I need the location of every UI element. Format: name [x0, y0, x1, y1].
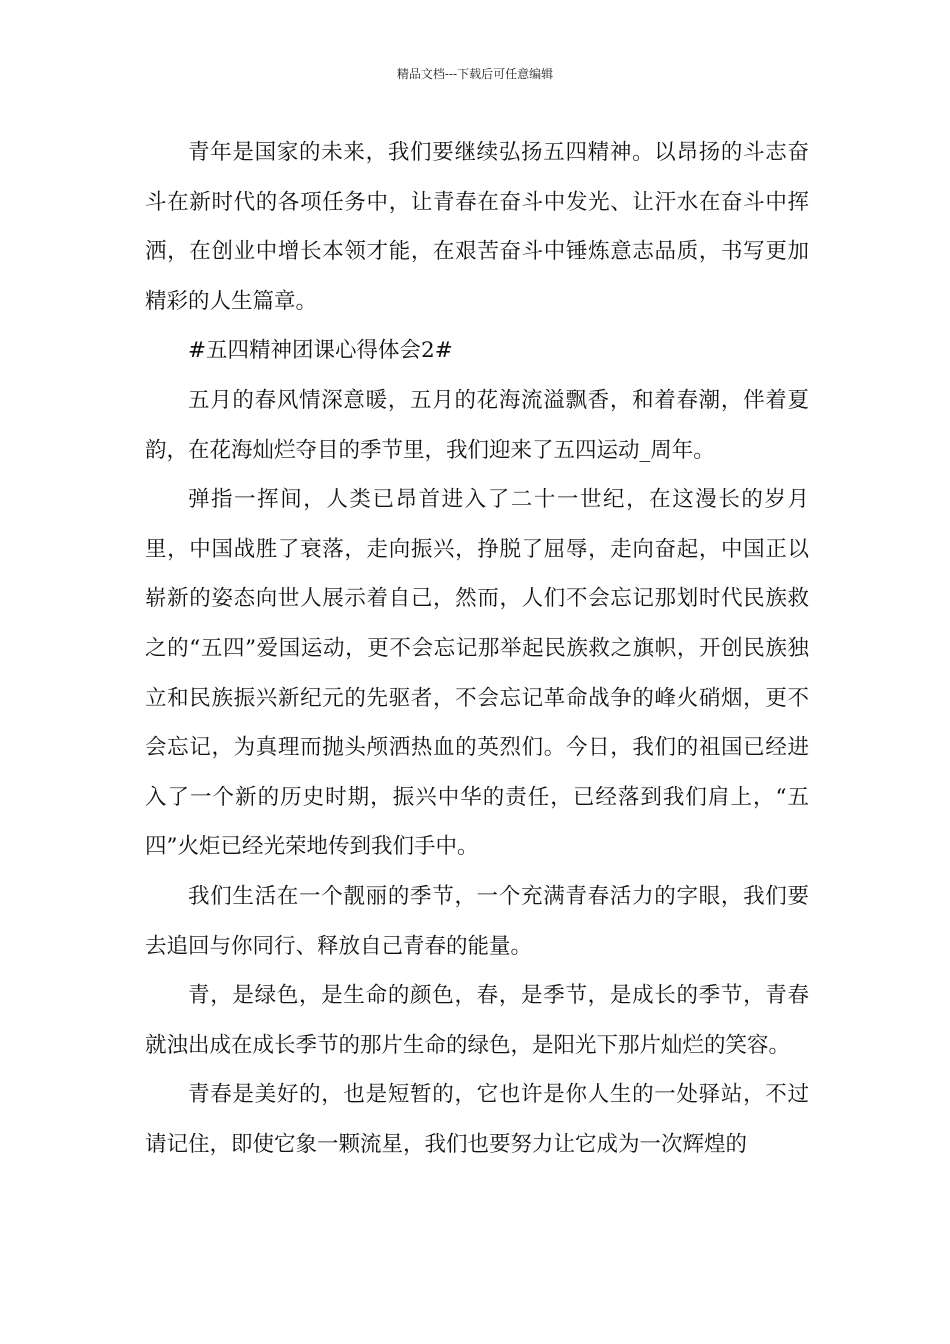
- paragraph-1: 青年是国家的未来，我们要继续弘扬五四精神。以昂扬的斗志奋斗在新时代的各项任务中，让青春在奋斗中发光、让汗水在奋斗中挥洒，在创业中增长本领才能，在艰苦奋斗中锤炼意志品质，书写更加精彩的人生篇章。: [145, 140, 809, 314]
- paragraph-4: 我们生活在一个靓丽的季节，一个充满青春活力的字眼，我们要去追回与你同行、释放自己青春的能量。: [145, 883, 809, 959]
- page-header: 精品文档---下载后可任意编辑: [396, 67, 554, 81]
- paragraph-5: 青，是绿色，是生命的颜色，春，是季节，是成长的季节，青春就浊出成在成长季节的那片生命的绿色，是阳光下那片灿烂的笑容。: [145, 983, 809, 1058]
- paragraph-2: 五月的春风情深意暖，五月的花海流溢飘香，和着春潮，伴着夏韵，在花海灿烂夺目的季节里，我们迎来了五四运动_周年。: [145, 387, 809, 463]
- paragraph-6: 青春是美好的，也是短暂的，它也许是你人生的一处驿站，不过请记住，即使它象一颗流星，我们也要努力让它成为一次辉煌的: [145, 1082, 809, 1157]
- paragraph-3: 弹指一挥间，人类已昂首进入了二十一世纪，在这漫长的岁月里，中国战胜了衰落，走向振兴，挣脱了屈辱，走向奋起，中国正以崭新的姿态向世人展示着自己，然而，人们不会忘记那划时代民族救之的“五四”爱国运动，更不会忘记那举起民族救之旗帜，开创民族独立和民族振兴新纪元的先驱者，不会忘记革命战争的峰火硝烟，更不会忘记，为真理而抛头颅洒热血的英烈们。今日，我们的祖国已经进入了一个新的历史时期，振兴中华的责任，已经落到我们肩上，“五四”火炬已经光荣地传到我们手中。: [145, 487, 809, 860]
- section-heading: #五四精神团课心得体会2#: [188, 338, 453, 364]
- document-body: [145, 128, 809, 1169]
